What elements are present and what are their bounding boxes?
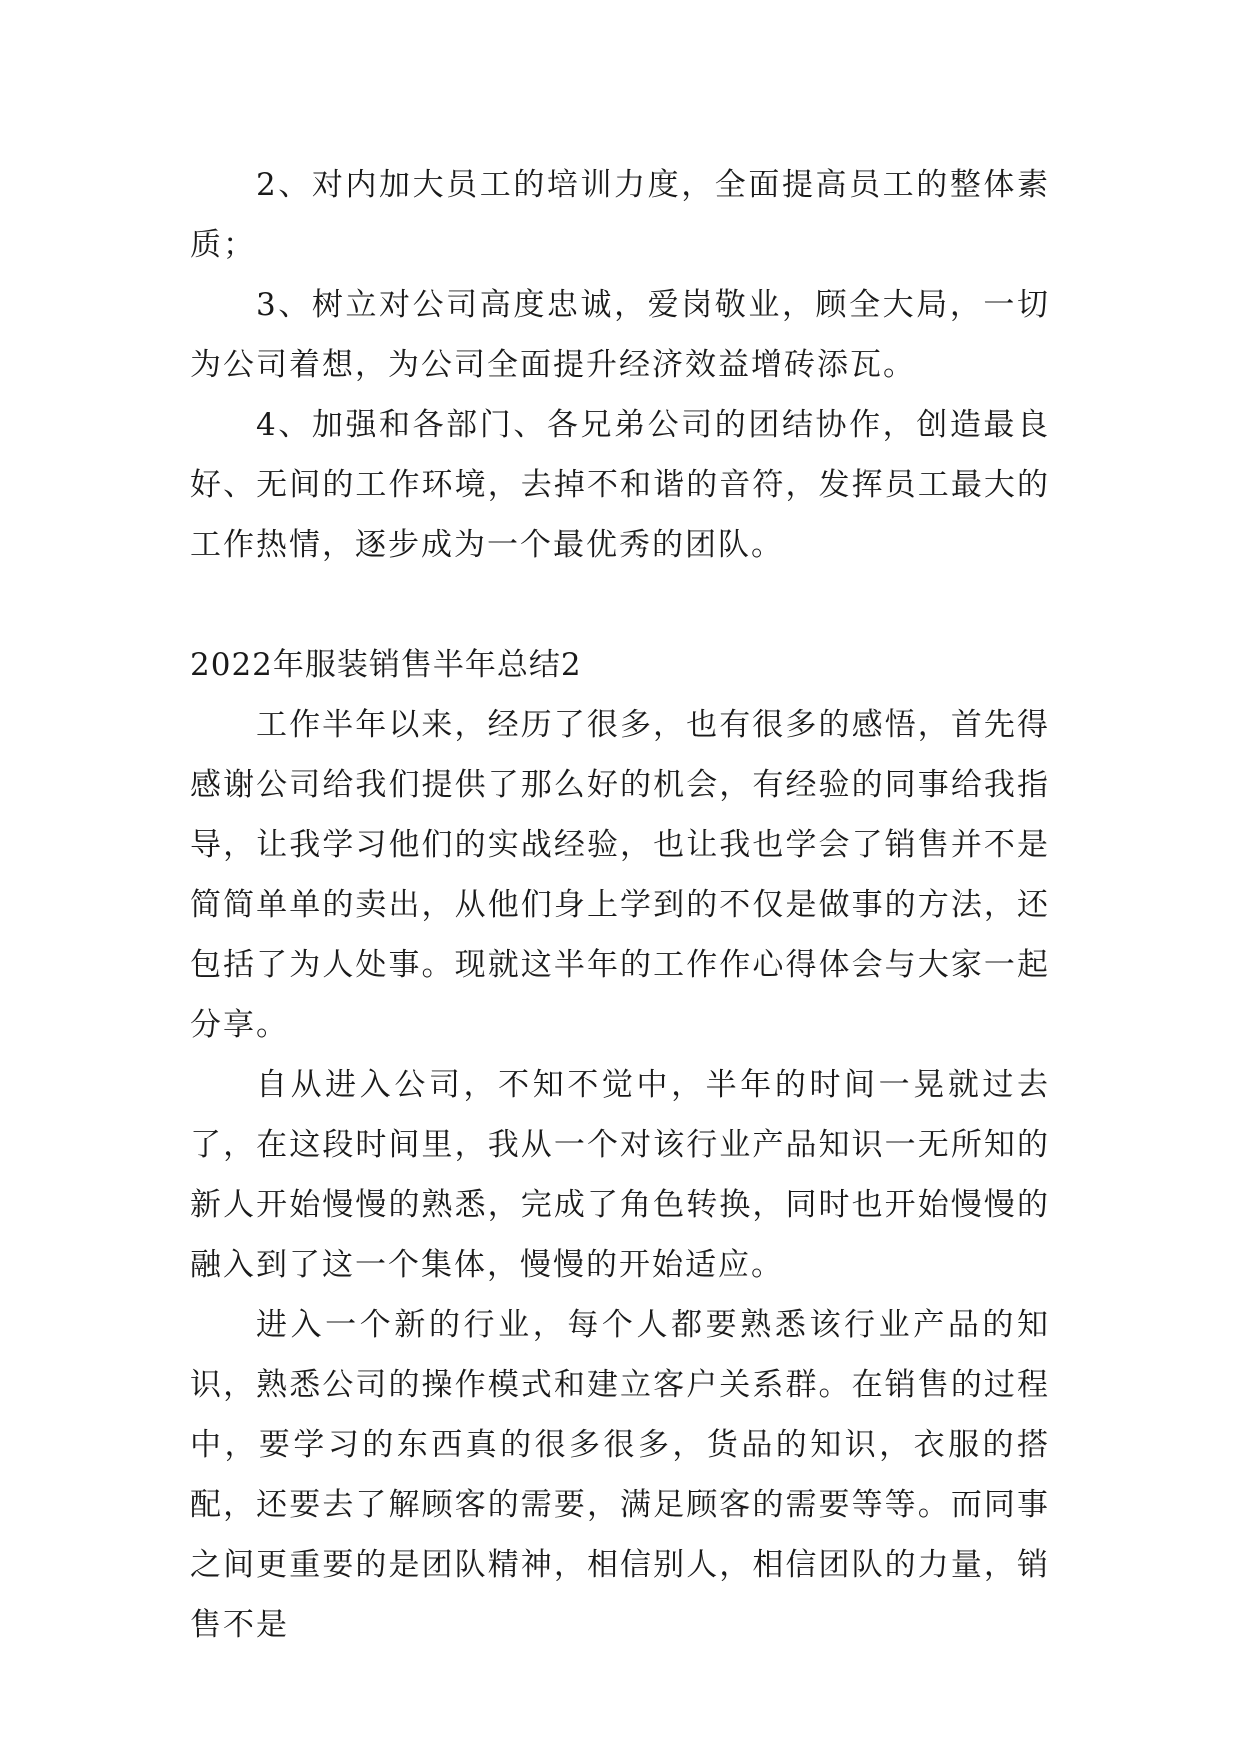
body-paragraph: 工作半年以来，经历了很多，也有很多的感悟，首先得感谢公司给我们提供了那么好的机会，有经验的同事给我指导，让我学习他们的实战经验，也让我也学会了销售并不是简简单单的卖出，从他们身上学到的不仅是做事的方法，还包括了为人处事。现就这半年的工作作心得体会与大家一起分享。: [190, 707, 1050, 1043]
document-body: [190, 155, 1050, 1655]
list-item-2: 2、对内加大员工的培训力度，全面提高员工的整体素质；: [190, 167, 1050, 263]
section-title: 2022年服装销售半年总结2: [190, 647, 582, 683]
list-item-3: 3、树立对公司高度忠诚，爱岗敬业，顾全大局，一切为公司着想，为公司全面提升经济效益增砖添瓦。: [190, 287, 1050, 383]
body-paragraph: 进入一个新的行业，每个人都要熟悉该行业产品的知识，熟悉公司的操作模式和建立客户关系群。在销售的过程中，要学习的东西真的很多很多，货品的知识，衣服的搭配，还要去了解顾客的需要，满足顾客的需要等等。而同事之间更重要的是团队精神，相信别人，相信团队的力量，销售不是: [190, 1307, 1050, 1643]
list-item-4: 4、加强和各部门、各兄弟公司的团结协作，创造最良好、无间的工作环境，去掉不和谐的音符，发挥员工最大的工作热情，逐步成为一个最优秀的团队。: [190, 407, 1050, 563]
body-paragraph: 自从进入公司，不知不觉中，半年的时间一晃就过去了，在这段时间里，我从一个对该行业产品知识一无所知的新人开始慢慢的熟悉，完成了角色转换，同时也开始慢慢的融入到了这一个集体，慢慢的开始适应。: [190, 1067, 1050, 1283]
